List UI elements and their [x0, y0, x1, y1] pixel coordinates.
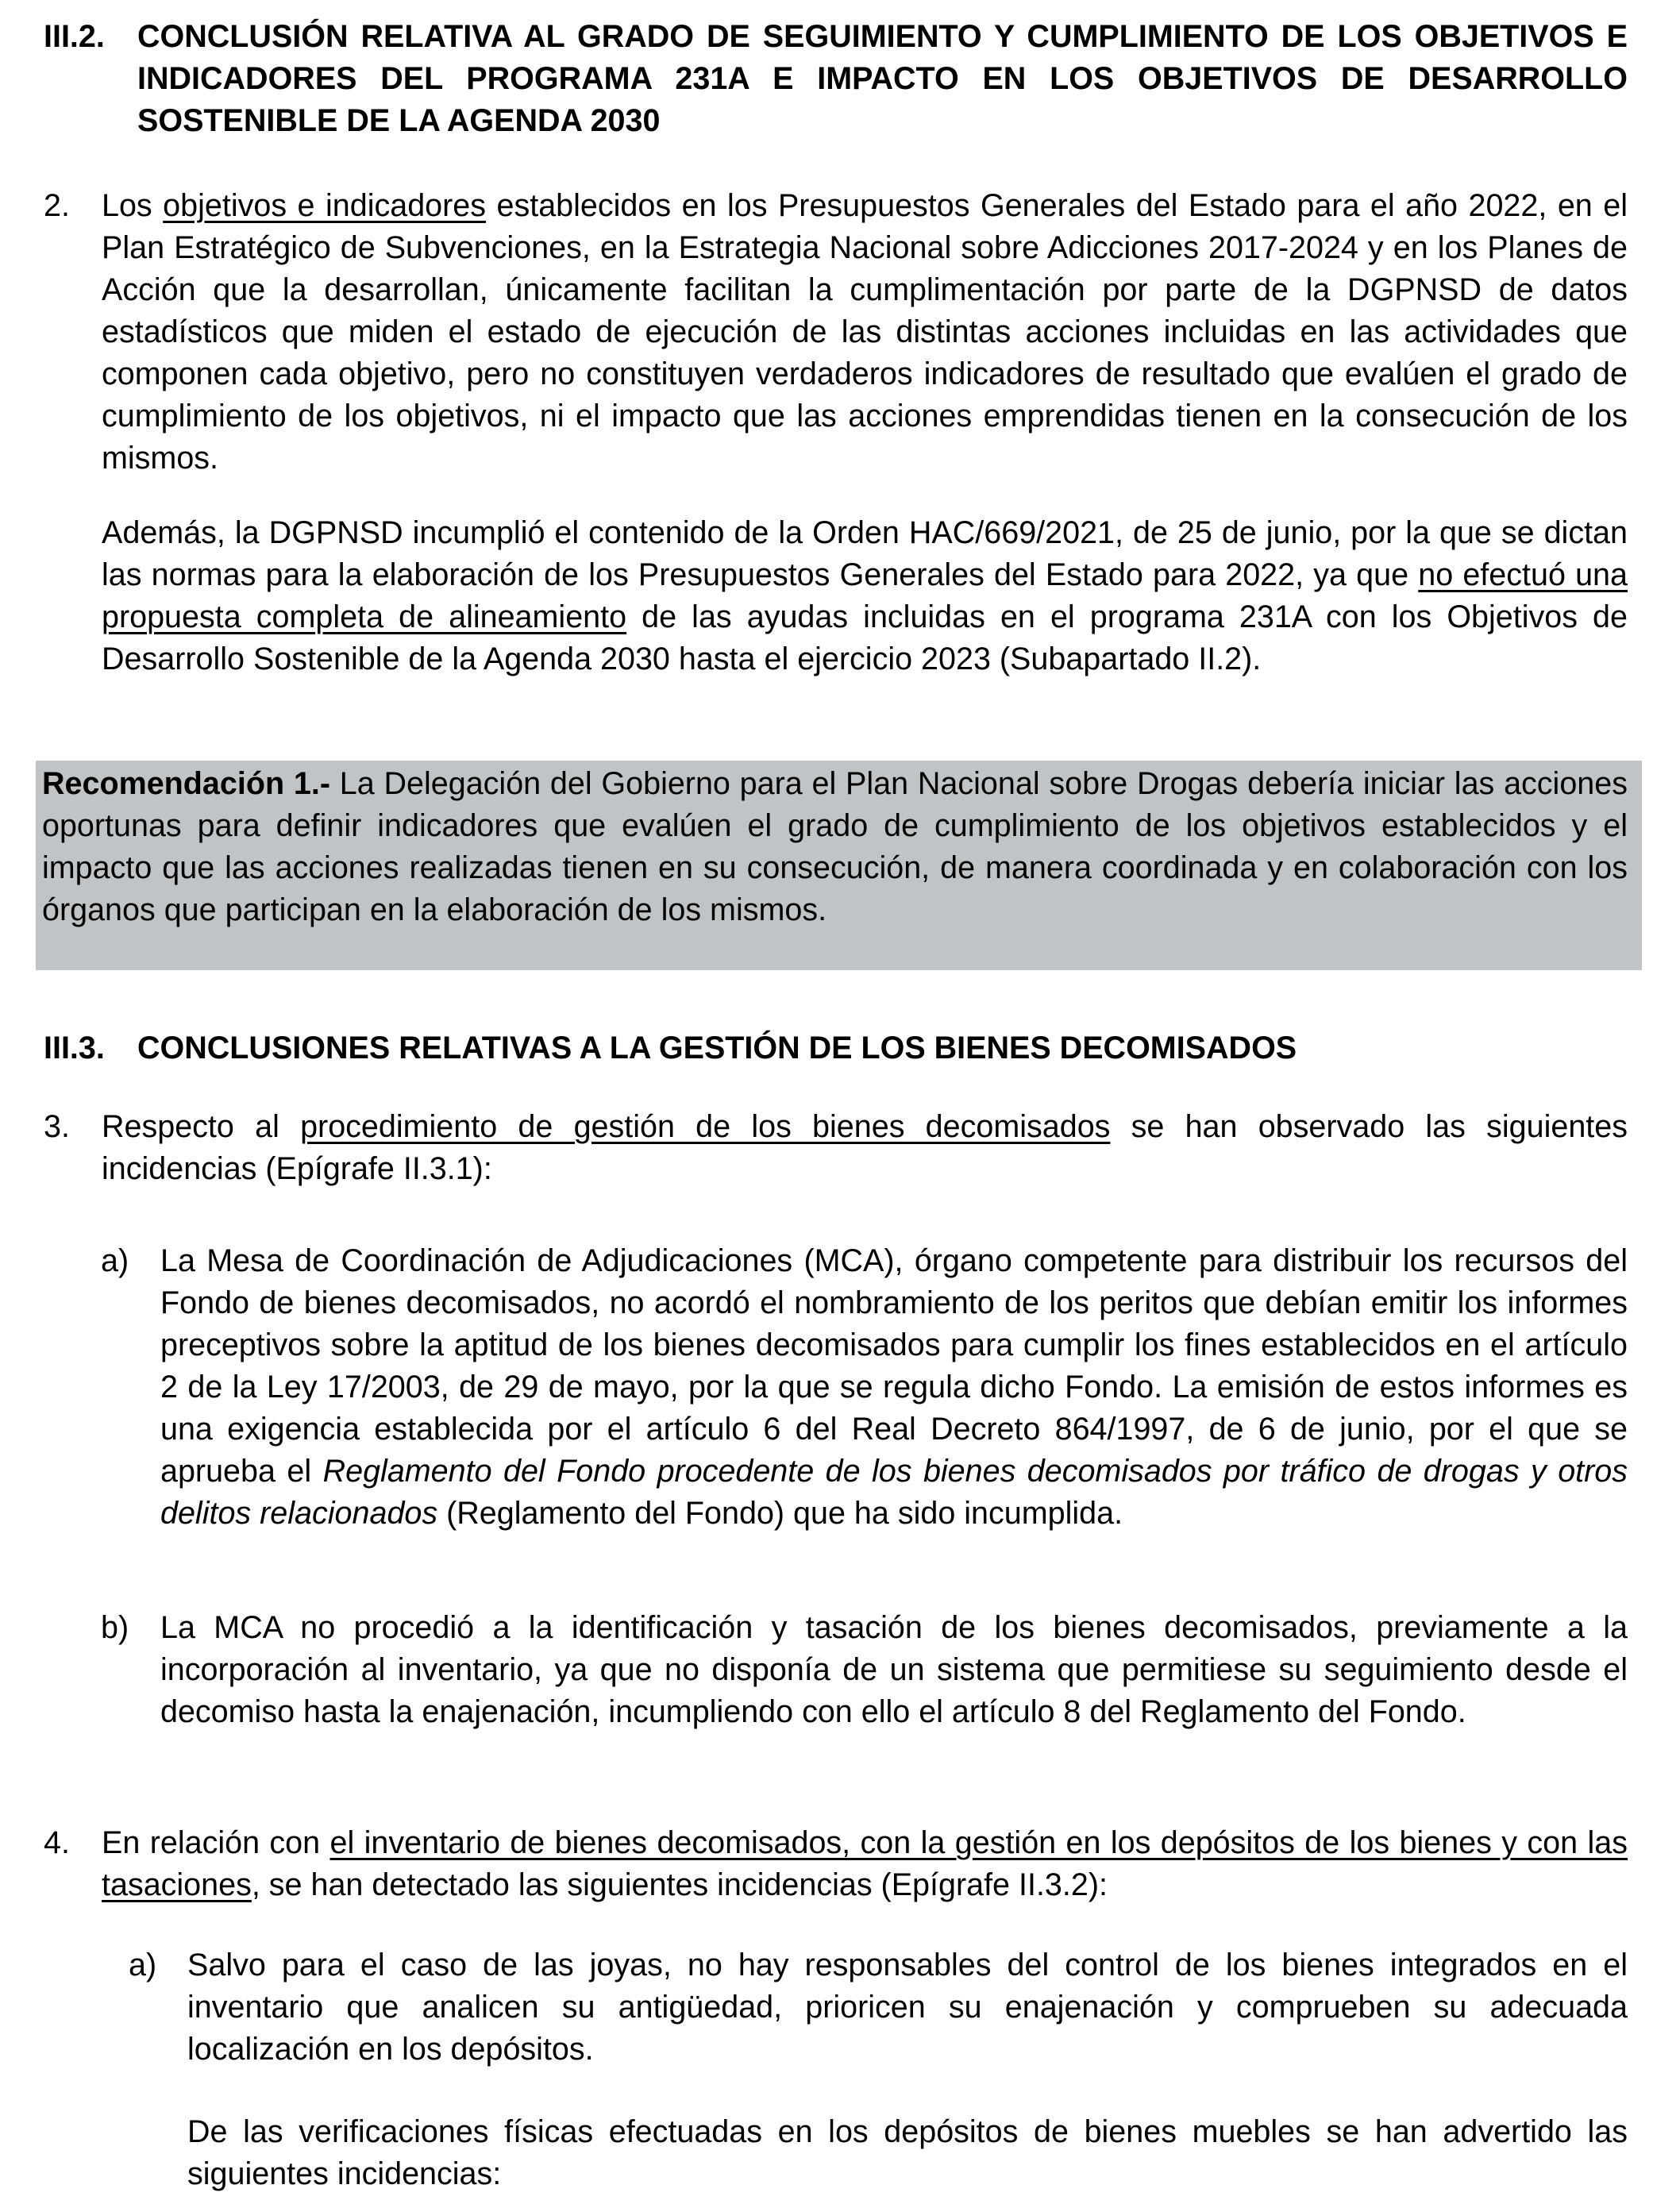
item-label: b) [101, 1610, 129, 1645]
item-followup-text: De las verificaciones físicas efectuadas en los depósitos de bienes muebles se han advertido las siguientes incidencias: [187, 2114, 1628, 2191]
paragraph-number: 3. [44, 1109, 70, 1144]
underlined-phrase: procedimiento de gestión de los bienes decomisados [300, 1109, 1111, 1144]
section-heading-iii3 [44, 1027, 1628, 1069]
text-run: de las ayudas incluidas en el programa 231A con los Objetivos de Desarrollo Sostenible de la Agenda 2030 hasta el ejercicio 2023 (Subapartado II.2). [102, 599, 1628, 676]
section-heading-iii2 [44, 16, 1628, 142]
paragraph-number: 2. [44, 188, 70, 223]
text-run: establecidos en los Presupuestos Generales del Estado para el año 2022, en el Plan Estratégico de Subvenciones, en la Estrategia Nacional sobre Adicciones 2017-2024 y en los Planes de Acción que la desarrollan, únicamente facilitan la cumplimentación por parte de la DGPNSD de datos estadísticos que miden el estado de ejecución de las distintas acciones incluidas en las actividades que componen cada objetivo, pero no constituyen verdaderos indicadores de resultado que evalúen el grado de cumplimiento de los objetivos, ni el impacto que las acciones emprendidas tienen en la consecución de los mismos. [102, 188, 1628, 476]
paragraph-text [102, 512, 1628, 680]
italic-title: Reglamento del Fondo procedente de los bienes decomisados por tráfico de drogas y otros delitos relacionados [160, 1454, 1628, 1531]
text-run: Respecto al [102, 1109, 301, 1144]
recommendation-box [36, 761, 1642, 970]
text-run: (Reglamento del Fondo) que ha sido incumplida. [437, 1496, 1123, 1531]
paragraph-3 [44, 1106, 1628, 1190]
paragraph-4 [44, 1822, 1628, 1906]
text-run: Además, la DGPNSD incumplió el contenido de la Orden HAC/669/2021, de 25 de junio, por la que se dictan las normas para la elaboración de los Presupuestos Generales del Estado para 2022, ya que [102, 515, 1628, 592]
text-run: En relación con [102, 1825, 330, 1860]
text-run: La Delegación del Gobierno para el Plan Nacional sobre Drogas debería iniciar las acciones oportunas para definir indicadores que evalúen el grado de cumplimiento de los objetivos establecidos y el impacto que las acciones realizadas tienen en su consecución, de manera coordinada y en colaboración con los órganos que participan en la elaboración de los mismos. [42, 766, 1628, 927]
paragraph-text [102, 1822, 1628, 1906]
section-number: III.2. [44, 19, 105, 54]
section-title: CONCLUSIONES RELATIVAS A LA GESTIÓN DE LOS BIENES DECOMISADOS [137, 1031, 1297, 1065]
section-number: III.3. [44, 1031, 105, 1065]
paragraph-text [102, 1106, 1628, 1190]
item-label: a) [101, 1243, 129, 1278]
item-label: a) [129, 1948, 157, 1982]
paragraph-number: 4. [44, 1825, 70, 1860]
underlined-phrase: no efectuó una propuesta completa de alineamiento [102, 557, 1628, 634]
paragraph-2 [44, 185, 1628, 480]
text-run: Los [102, 188, 164, 223]
list-item-4a [129, 1944, 1628, 2195]
item-text: Salvo para el caso de las joyas, no hay responsables del control de los bienes integrados en el inventario que analicen su antigüedad, prioricen su enajenación y comprueben su adecuada localización en los depósitos. [187, 1948, 1628, 2067]
paragraph-text [102, 185, 1628, 480]
recommendation-label: Recomendación 1.- [42, 766, 330, 801]
underlined-phrase: el inventario de bienes decomisados, con la gestión en los depósitos de los bienes y con las tasaciones [102, 1825, 1628, 1902]
item-text [160, 1240, 1628, 1535]
recommendation-text [42, 761, 1628, 931]
text-run: se han observado las siguientes incidencias (Epígrafe II.3.1): [102, 1109, 1628, 1186]
underlined-phrase: objetivos e indicadores [163, 188, 487, 223]
item-text: La MCA no procedió a la identificación y tasación de los bienes decomisados, previamente a la incorporación al inventario, ya que no disponía de un sistema que permitiese su seguimiento desde el decomiso hasta la enajenación, incumpliendo con ello el artículo 8 del Reglamento del Fondo. [160, 1610, 1628, 1729]
list-item-3a [101, 1240, 1628, 1535]
paragraph-2-continued [102, 512, 1628, 680]
text-run: La Mesa de Coordinación de Adjudicaciones (MCA), órgano competente para distribuir los recursos del Fondo de bienes decomisados, no acordó el nombramiento de los peritos que debían emitir los informes preceptivos sobre la aptitud de los bienes decomisados para cumplir los fines establecidos en el artículo 2 de la Ley 17/2003, de 29 de mayo, por la que se regula dicho Fondo. La emisión de estos informes es una exigencia establecida por el artículo 6 del Real Decreto 864/1997, de 6 de junio, por el que se aprueba el [160, 1243, 1628, 1489]
section-title: CONCLUSIÓN RELATIVA AL GRADO DE SEGUIMIENTO Y CUMPLIMIENTO DE LOS OBJETIVOS E INDICADORES DEL PROGRAMA 231A E IMPACTO EN LOS OBJETIVOS DE DESARROLLO SOSTENIBLE DE LA AGENDA 2030 [137, 19, 1628, 138]
text-run: , se han detectado las siguientes incidencias (Epígrafe II.3.2): [251, 1867, 1108, 1902]
list-item-3b [101, 1607, 1628, 1733]
